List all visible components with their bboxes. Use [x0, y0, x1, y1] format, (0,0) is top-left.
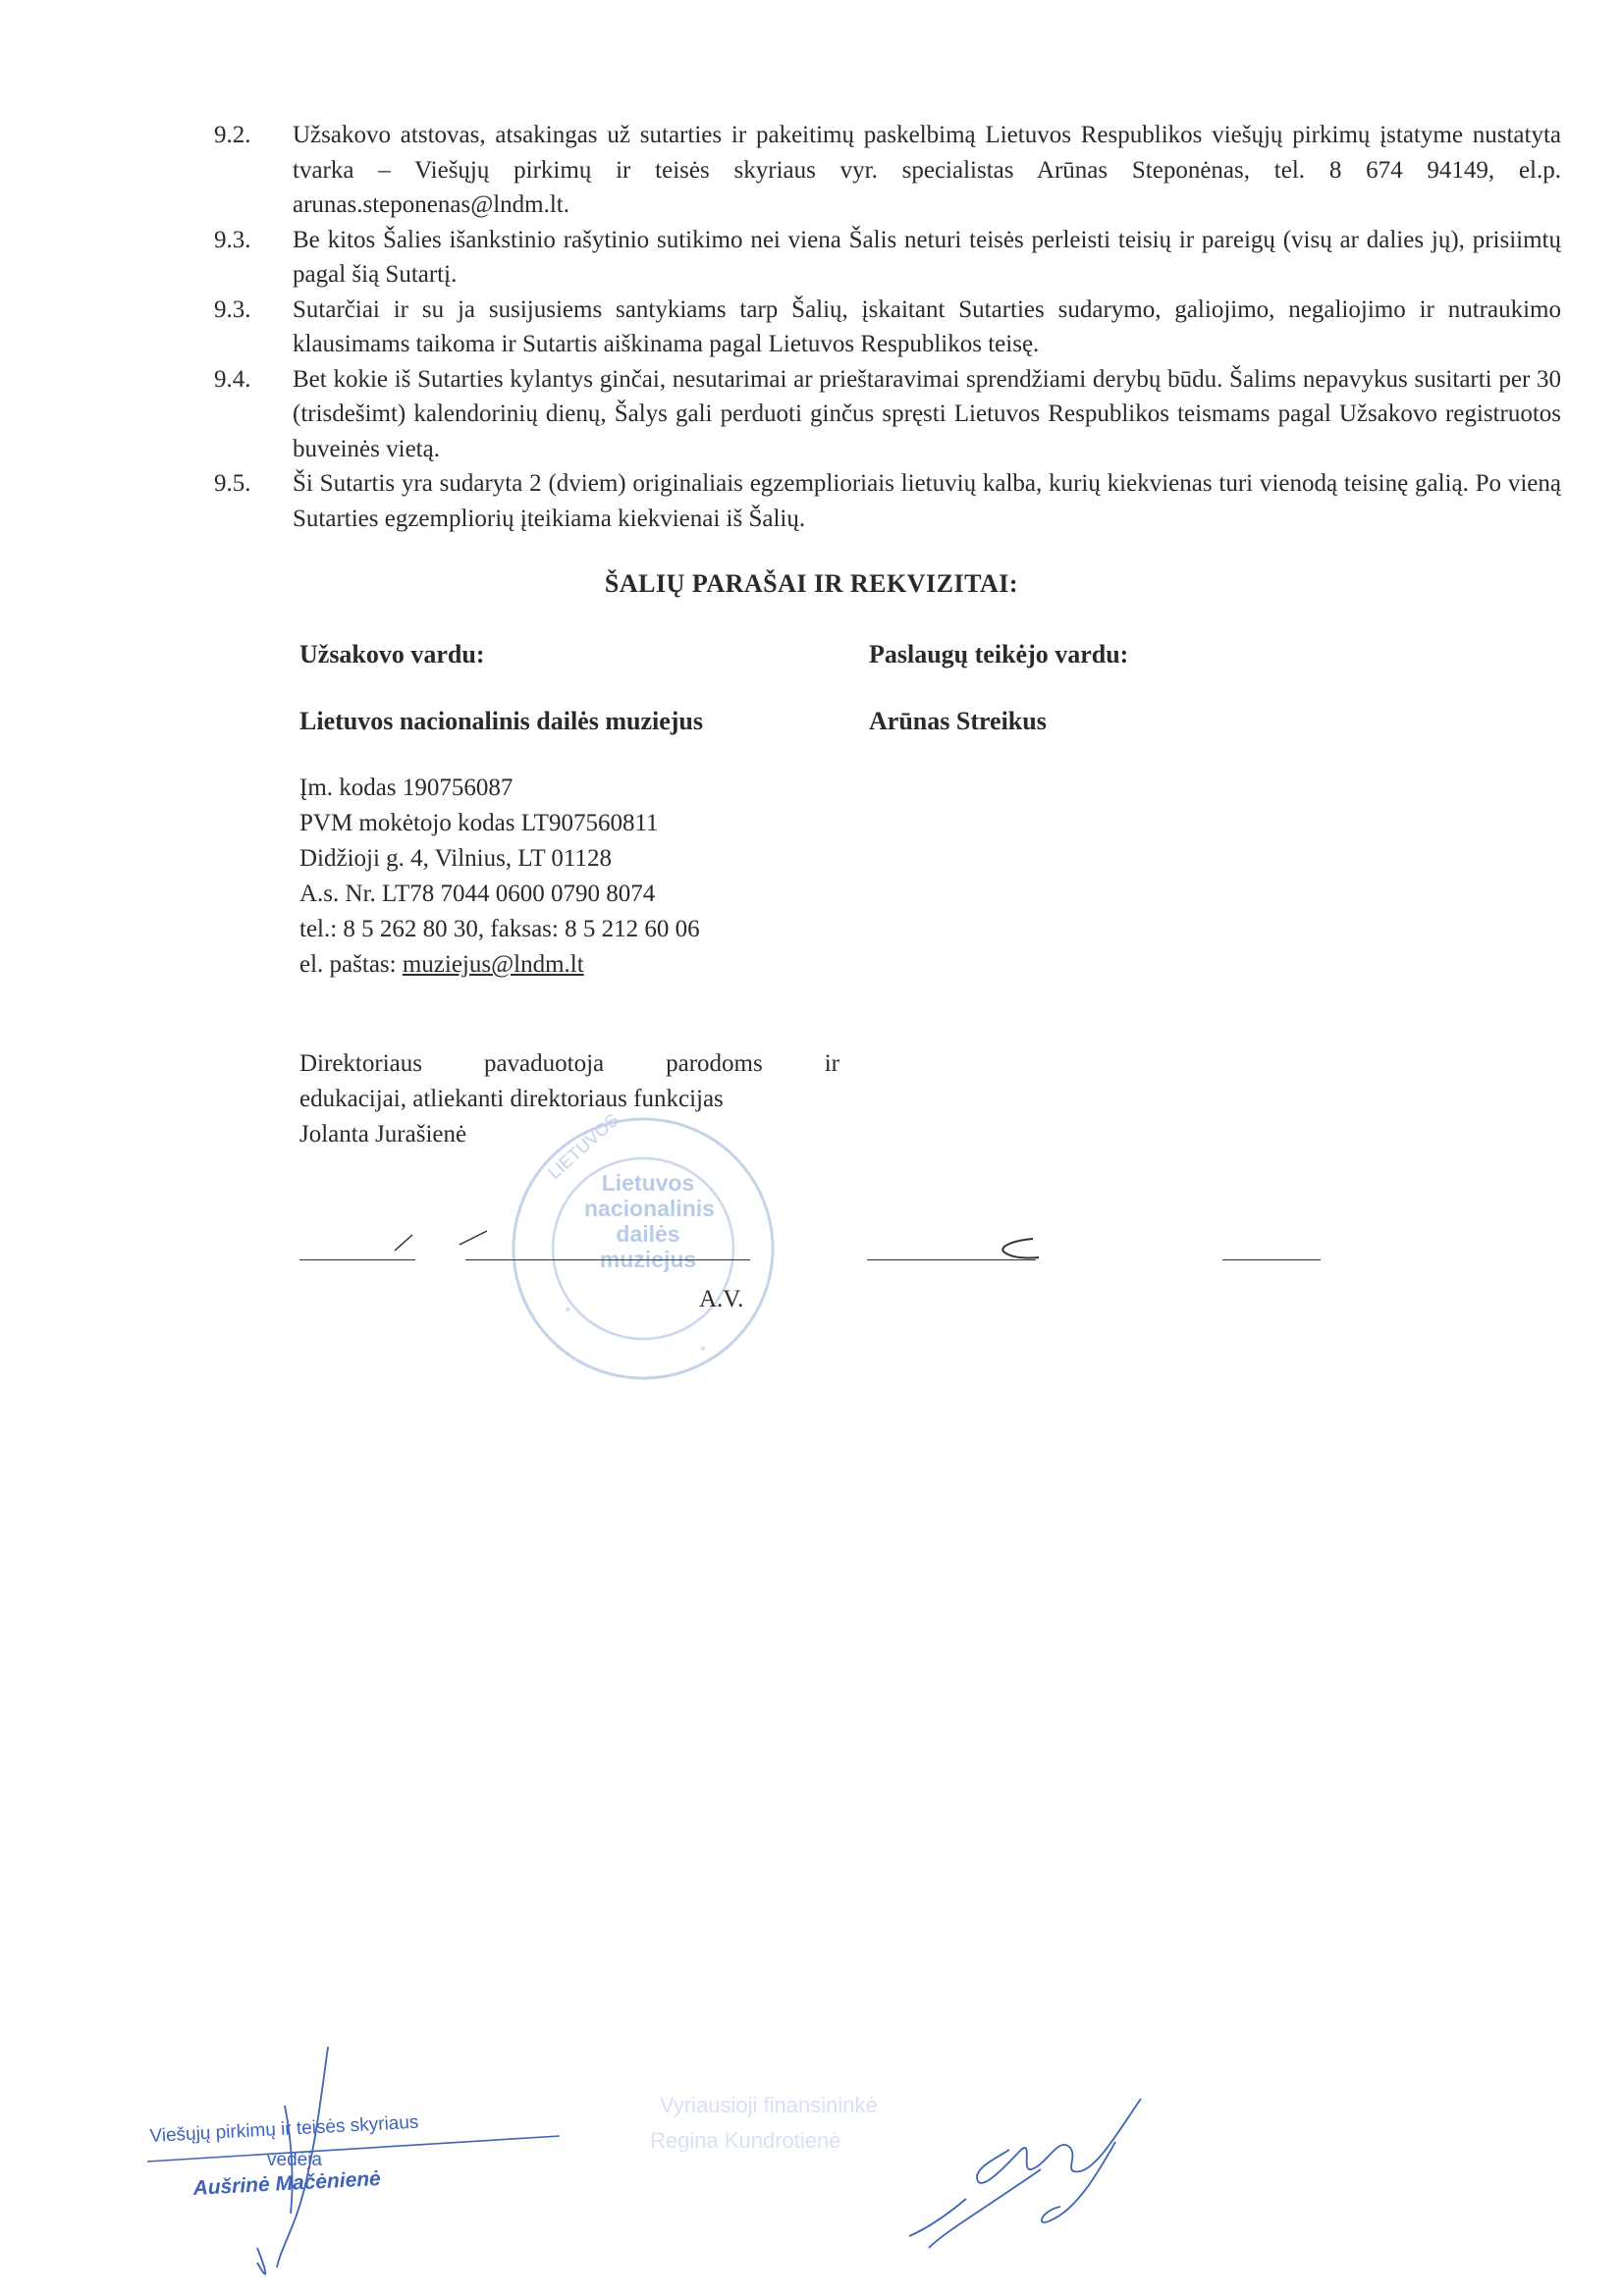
clause-number: 9.2.	[214, 122, 251, 148]
customer-signature-mark-2	[460, 1231, 487, 1245]
phone-fax: tel.: 8 5 262 80 30, faksas: 8 5 212 60 06	[299, 916, 700, 942]
seal-ring-text: LIETUVOS	[544, 1111, 622, 1183]
svg-text:*: *	[700, 1344, 707, 1361]
provider-signature-mark	[1002, 1239, 1039, 1257]
customer-name: Lietuvos nacionalinis dailės muziejus	[299, 707, 703, 735]
clause-text: Ši Sutartis yra sudaryta 2 (dviem) originaliais egzemplioriais lietuvių kalba, kurių kiekvienas turi vienodą teisinę galią. Po vieną Sutarties egzempliorių įteikiama kiekvienai iš Šalių.	[293, 470, 1561, 532]
vat-code: PVM mokėtojo kodas LT907560811	[299, 810, 659, 836]
bank-account: A.s. Nr. LT78 7044 0600 0790 8074	[299, 881, 656, 907]
director-title-line1: Direktoriaus pavaduotoja parodoms ir	[299, 1050, 839, 1077]
customer-signature-mark	[395, 1235, 412, 1251]
clause-number: 9.3.	[214, 226, 251, 253]
svg-text:*: *	[565, 1305, 571, 1321]
email-link[interactable]: muziejus@lndm.lt	[402, 951, 584, 978]
right-signature-scribble-icon	[909, 2099, 1141, 2248]
clause-number: 9.4.	[214, 365, 251, 393]
clause-text: Sutarčiai ir su ja susijusiems santykiams tarp Šalių, įskaitant Sutarties sudarymo, galiojimo, negaliojimo ir nutraukimo klausimams taikoma ir Sutartis aiškinama pagal Lietuvos Respublikos teisę.	[293, 295, 1561, 357]
seal-line: nacionalinis	[584, 1196, 715, 1221]
left-stamp-line2: vedėja	[267, 2150, 322, 2170]
left-stamp-name: Aušrinė Mačėnienė	[192, 2166, 382, 2200]
seal-line: muziejus	[599, 1247, 697, 1272]
customer-label: Užsakovo vardu:	[299, 640, 485, 668]
director-title-line2: edukacijai, atliekanti direktoriaus funkcijas	[299, 1086, 724, 1112]
signatures-heading: ŠALIŲ PARAŠAI IR REKVIZITAI:	[604, 569, 1019, 598]
provider-label: Paslaugų teikėjo vardu:	[869, 640, 1129, 668]
clause-number: 9.5.	[214, 470, 251, 497]
clause-text: Be kitos Šalies išankstinio rašytinio sutikimo nei viena Šalis neturi teisės perleisti teisių ir pareigų (visų ar dalies jų), prisiimtų pagal šią Sutartį.	[293, 226, 1561, 288]
company-code: Įm. kodas 190756087	[299, 774, 514, 801]
seal-line: Lietuvos	[601, 1170, 695, 1196]
seal-line: dailės	[616, 1221, 680, 1247]
director-name: Jolanta Jurašienė	[299, 1121, 467, 1148]
email-label: el. paštas:	[299, 951, 403, 978]
right-stamp-line1: Vyriausioji finansininkė	[660, 2093, 878, 2117]
clause-number: 9.3.	[214, 295, 251, 323]
clause-text: Bet kokie iš Sutarties kylantys ginčai, nesutarimai ar prieštaravimai sprendžiami derybų būdu. Šalims nepavykus susitarti per 30 (trisdešimt) kalendorinių dienų, Šalys gali perduoti ginčus spręsti Lietuvos Respublikos teismams pagal Užsakovo registruotos buveinės vietą.	[293, 365, 1561, 462]
seal-place-mark: A.V.	[699, 1286, 744, 1312]
clause-text: Užsakovo atstovas, atsakingas už sutarties ir pakeitimų paskelbimą Lietuvos Respublikos viešųjų pirkimų įstatyme nustatyta tvarka – Viešųjų pirkimų ir teisės skyriaus vyr. specialistas Arūnas Steponėnas, tel. 8 674 94149, el.p. arunas.steponenas@lndm.lt.	[293, 122, 1561, 218]
provider-name: Arūnas Streikus	[869, 707, 1047, 735]
address: Didžioji g. 4, Vilnius, LT 01128	[299, 845, 612, 872]
right-stamp-name: Regina Kundrotienė	[650, 2128, 841, 2153]
left-stamp-line1: Viešųjų pirkimų ir teisės skyriaus	[149, 2111, 419, 2147]
